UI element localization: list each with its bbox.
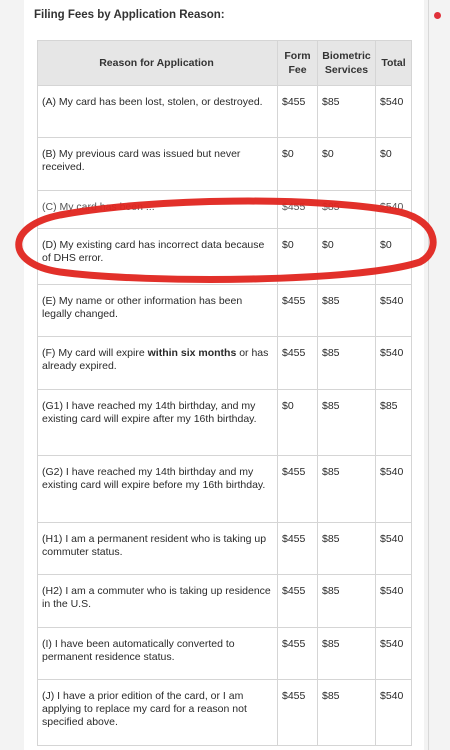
table-row [38, 523, 412, 575]
row-g2-biometric: $85 [318, 456, 376, 523]
row-g1-reason: (G1) I have reached my 14th birthday, and my existing card will expire after my 16th birthday. [38, 390, 278, 456]
row-a-total: $540 [376, 86, 412, 138]
row-f-reason-bold: within six months [147, 347, 237, 359]
row-e-form-fee: $455 [278, 285, 318, 337]
row-a-form-fee: $455 [278, 86, 318, 138]
row-b-biometric: $0 [318, 138, 376, 191]
header-form-fee-line2: Fee [288, 64, 307, 76]
table-row [38, 337, 412, 390]
row-a-biometric: $85 [318, 86, 376, 138]
table-row [38, 390, 412, 456]
row-b-total: $0 [376, 138, 412, 191]
row-h2-form-fee: $455 [278, 575, 318, 628]
row-h1-reason: (H1) I am a permanent resident who is taking up commuter status. [38, 523, 278, 575]
row-d-reason: (D) My existing card has incorrect data because of DHS error. [38, 229, 278, 285]
row-i-biometric: $85 [318, 628, 376, 680]
row-c-biometric: $85 [318, 191, 376, 229]
row-g2-reason: (G2) I have reached my 14th birthday and my existing card will expire before my 16th birthday. [38, 456, 278, 523]
table-row [38, 138, 412, 191]
row-d-form-fee: $0 [278, 229, 318, 285]
row-j-reason: (J) I have a prior edition of the card, or I am applying to replace my card for a reason not specified above. [38, 680, 278, 746]
row-f-form-fee: $455 [278, 337, 318, 390]
row-h2-biometric: $85 [318, 575, 376, 628]
row-d-biometric: $0 [318, 229, 376, 285]
row-b-form-fee: $0 [278, 138, 318, 191]
row-e-reason: (E) My name or other information has been legally changed. [38, 285, 278, 337]
table-row [38, 229, 412, 285]
row-h1-form-fee: $455 [278, 523, 318, 575]
row-j-biometric: $85 [318, 680, 376, 746]
row-h2-total: $540 [376, 575, 412, 628]
table-row [38, 680, 412, 746]
table-row [38, 191, 412, 229]
row-g1-biometric: $85 [318, 390, 376, 456]
row-h1-biometric: $85 [318, 523, 376, 575]
table-row [38, 575, 412, 628]
filing-fees-table [37, 40, 412, 746]
row-f-biometric: $85 [318, 337, 376, 390]
row-c-reason: (C) My card has been ... [38, 191, 278, 229]
row-i-form-fee: $455 [278, 628, 318, 680]
row-j-total: $540 [376, 680, 412, 746]
header-form-fee [278, 41, 318, 86]
row-j-form-fee: $455 [278, 680, 318, 746]
row-h2-reason: (H2) I am a commuter who is taking up residence in the U.S. [38, 575, 278, 628]
header-biometric-line2: Services [324, 64, 369, 76]
row-c-form-fee: $455 [278, 191, 318, 229]
table-row [38, 628, 412, 680]
table-row [38, 86, 412, 138]
row-g2-total: $540 [376, 456, 412, 523]
table-row [38, 285, 412, 337]
row-f-reason-pre: (F) My card will expire [42, 347, 148, 359]
header-total: Total [376, 41, 412, 86]
row-d-total: $0 [376, 229, 412, 285]
section-heading: Filing Fees by Application Reason: [34, 9, 225, 21]
header-biometric-line1: Biometric [322, 50, 371, 62]
header-reason: Reason for Application [38, 41, 278, 86]
header-biometric [318, 41, 376, 86]
row-e-total: $540 [376, 285, 412, 337]
row-f-reason [38, 337, 278, 390]
row-c-total: $540 [376, 191, 412, 229]
row-g2-form-fee: $455 [278, 456, 318, 523]
row-h1-total: $540 [376, 523, 412, 575]
table-row [38, 456, 412, 523]
row-b-reason: (B) My previous card was issued but never received. [38, 138, 278, 191]
row-i-total: $540 [376, 628, 412, 680]
row-i-reason: (I) I have been automatically converted to permanent residence status. [38, 628, 278, 680]
header-form-fee-line1: Form [284, 50, 311, 62]
row-g1-form-fee: $0 [278, 390, 318, 456]
page-edge [428, 0, 429, 750]
red-dot-marker [434, 12, 441, 19]
row-f-total: $540 [376, 337, 412, 390]
table-header-row [38, 41, 412, 86]
row-f-reason-post: or has already expired. [42, 347, 269, 372]
row-g1-total: $85 [376, 390, 412, 456]
row-e-biometric: $85 [318, 285, 376, 337]
row-a-reason: (A) My card has been lost, stolen, or destroyed. [38, 86, 278, 138]
